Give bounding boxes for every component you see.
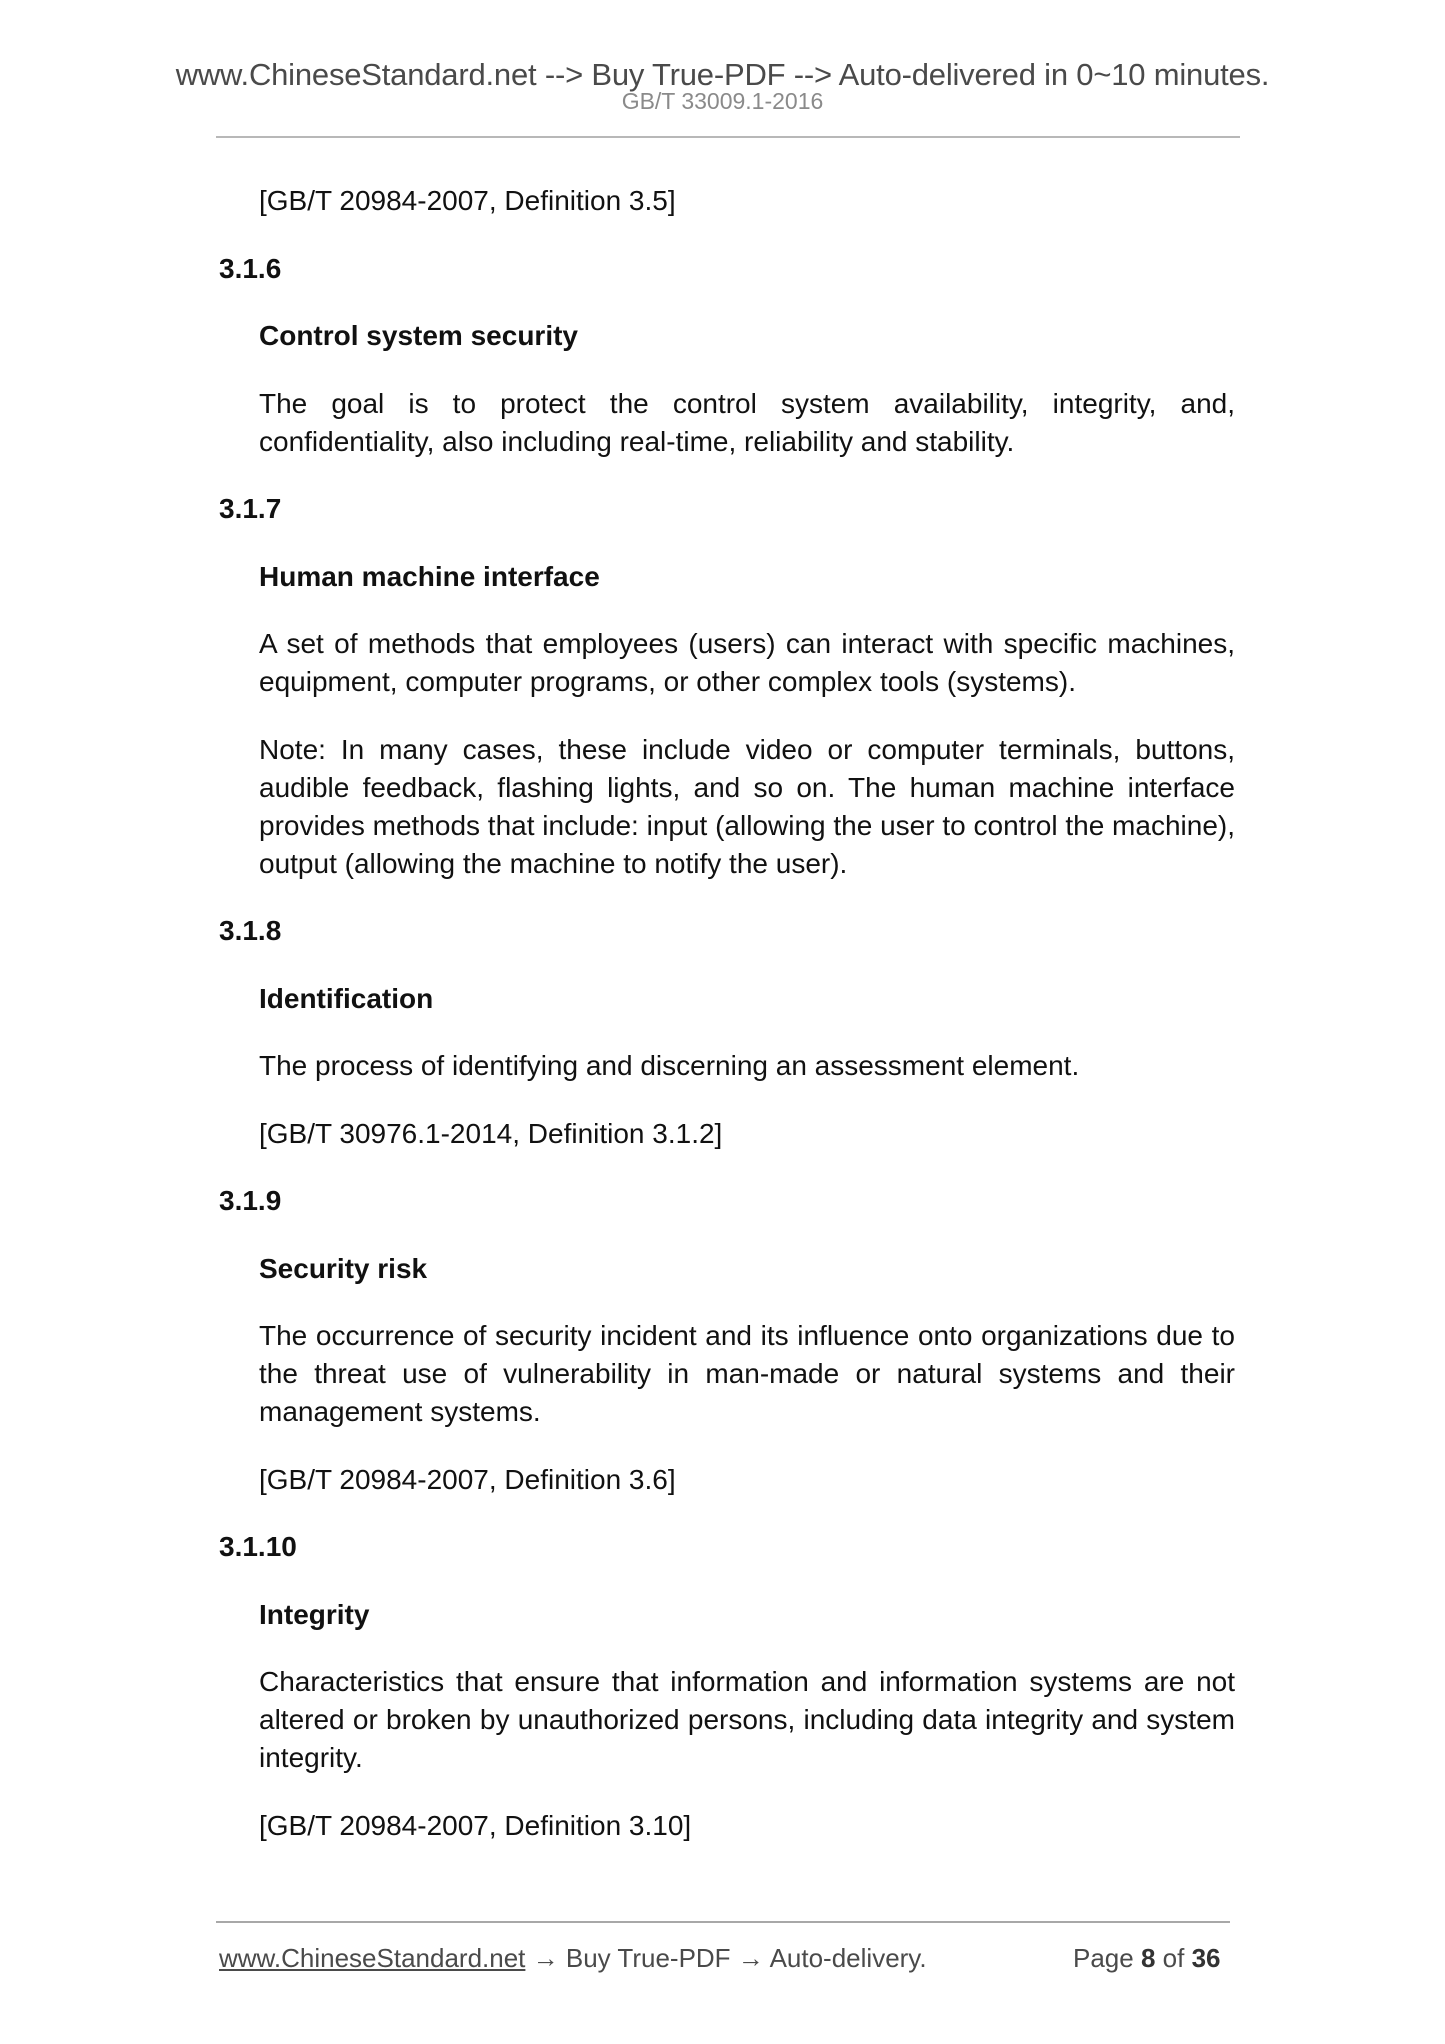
of-label: of	[1155, 1943, 1192, 1973]
page-number	[1073, 1943, 1220, 1973]
definition: The occurrence of security incident and its influence onto organizations due to the threat use of vulnerability in man-made or natural systems and their management systems.	[259, 1320, 1235, 1427]
term-title: Integrity	[259, 1598, 370, 1630]
reference: [GB/T 20984-2007, Definition 3.10]	[259, 1809, 692, 1841]
footer-divider	[216, 1921, 1230, 1923]
section-number: 3.1.9	[219, 1185, 282, 1216]
document-body	[219, 182, 1235, 1874]
reference: [GB/T 20984-2007, Definition 3.5]	[259, 185, 676, 216]
note: Note: In many cases, these include video or computer terminals, buttons, audible feedback, flashing lights, and so on. The human machine interface provides methods that include: input (allowing the user to control the machine), output (allowing the machine to notify the user).	[259, 733, 1235, 879]
footer-text	[219, 1943, 927, 1973]
term-title: Control system security	[259, 320, 578, 351]
section-number: 3.1.6	[219, 252, 282, 284]
header-divider	[216, 136, 1240, 138]
current-page: 8	[1140, 1943, 1156, 1973]
term-title: Identification	[259, 982, 434, 1014]
header-banner: www.ChineseStandard.net --> Buy True-PDF --> Auto-delivered in 0~10 minutes.	[175, 57, 1270, 92]
reference: [GB/T 20984-2007, Definition 3.6]	[259, 1463, 676, 1495]
page-label: Page	[1073, 1943, 1141, 1973]
term-title: Human machine interface	[259, 560, 600, 592]
reference: [GB/T 30976.1-2014, Definition 3.1.2]	[259, 1117, 723, 1149]
section-number: 3.1.8	[219, 915, 282, 946]
term-title: Security risk	[259, 1252, 428, 1284]
definition: The goal is to protect the control system availability, integrity, and, confidentiality, also including real-time, reliability and stability.	[259, 387, 1235, 457]
section-number: 3.1.10	[219, 1531, 297, 1562]
definition: Characteristics that ensure that information and information systems are not altered or broken by unauthorized persons, including data integrity and system integrity.	[259, 1666, 1235, 1773]
definition: The process of identifying and discerning an assessment element.	[259, 1050, 1080, 1081]
standard-code: GB/T 33009.1-2016	[621, 88, 824, 114]
definition: A set of methods that employees (users) can interact with specific machines, equipment, computer programs, or other complex tools (systems).	[259, 628, 1235, 697]
section-number: 3.1.7	[219, 493, 282, 524]
site-link[interactable]: www.ChineseStandard.net	[219, 1943, 526, 1973]
total-pages: 36	[1191, 1943, 1221, 1973]
footer-tail: → Buy True-PDF → Auto-delivery.	[525, 1943, 927, 1973]
